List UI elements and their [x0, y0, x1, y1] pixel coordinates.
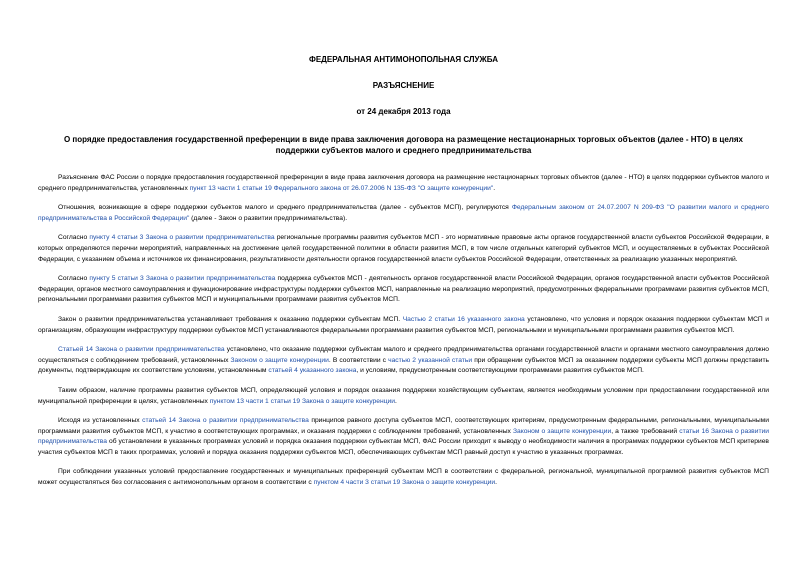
paragraph-text: Согласно: [58, 275, 90, 283]
paragraph-text: Отношения, возникающие в сфере поддержки субъектов малого и среднего предпринимательства (далее - субъектов МСП), регулируются: [58, 204, 512, 212]
law-link[interactable]: пунктом 4 части 3 статьи 19 Закона о защите конкуренции: [313, 479, 496, 487]
law-link[interactable]: статьей 4 указанного закона: [268, 367, 357, 375]
document-title: О порядке предоставления государственной преференции в виде права заключения договора на размещение нестационарных торговых объектов (далее - НТО) в целях поддержки субъектов малого и среднего предпринимательства: [63, 135, 743, 155]
paragraph-1: [38, 173, 769, 194]
law-link[interactable]: Законом о защите конкуренции: [230, 356, 329, 364]
law-link[interactable]: пунктом 13 части 1 статьи 19 Закона о защите конкуренции: [209, 397, 395, 405]
document-date: от 24 декабря 2013 года: [356, 107, 451, 116]
paragraph-text: установлено, что оказание поддержки субъектам малого и среднего предпринимательства органами государственной власти и органами местного самоуправления должно осуществляться с соблюдением требований, установленных: [38, 346, 769, 364]
paragraph-text: Согласно: [58, 234, 90, 242]
paragraph-text: , а также требований: [611, 427, 680, 435]
paragraph-text: об установлении в указанных программах условий и порядка оказания поддержки субъектам МСП, ФАС России приходит к выводу о необходимости наличия в программах поддержки субъектов МСП критериев участия субъектов МСП в таких программах, условий и порядка оказания поддержки субъектов МСП, обеспечивающих субъектам МСП равный доступ к участию в указанных программах.: [38, 438, 769, 456]
law-link[interactable]: статьи 16 Закона о развитии предпринимательства: [38, 427, 769, 446]
paragraph-5: [38, 315, 769, 336]
paragraph-text: Таким образом, наличие программы развития субъектов МСП, определяющей условия и порядок оказания поддержки хозяйствующим субъектам, является необходимым условием при предоставлении государственной или муниципальной преференции в целях, установленных: [38, 386, 769, 405]
paragraph-text: принципов равного доступа субъектов МСП, соответствующих критериям, предусмотренным федеральными, региональными, муниципальными программами развития субъектов МСП, к участию в соответствующих программах, и оказания поддержки с соблюдением требований, установленных: [38, 417, 769, 435]
paragraph-text: Разъяснение ФАС России о порядке предоставления государственной преференции в виде права заключения договора на размещение нестационарных торговых объектов (далее - НТО) в целях поддержки субъектов малого и среднего предпринимательства, установленных: [38, 174, 769, 192]
law-link[interactable]: частью 2 указанной статьи: [388, 356, 473, 364]
law-link[interactable]: пункт 13 части 1 статьи 19 Федерального закона от 26.07.2006 N 135-ФЗ "О защите конкуренции": [189, 184, 494, 192]
paragraph-4: [38, 274, 769, 306]
law-link[interactable]: Законом о защите конкуренции: [512, 427, 612, 435]
paragraph-text: .: [493, 184, 496, 192]
law-link[interactable]: Частью 2 статьи 16 указанного закона: [402, 315, 525, 323]
paragraph-text: при обращении субъектов МСП за оказанием поддержки субъекты МСП должны представить документы, подтверждающие их соответствие условиям, установленным: [38, 356, 769, 375]
paragraph-text: установлено, что условия и порядок оказания поддержки субъектам МСП и организациям, образующим инфраструктуру поддержки субъектов МСП устанавливаются федеральными программами развития субъектов МСП, региональными и муниципальными программами развития субъектов МСП.: [38, 315, 769, 334]
document-body: [38, 173, 769, 489]
paragraph-9: [38, 467, 769, 488]
paragraph-text: При соблюдении указанных условий предоставление государственных и муниципальных преференций субъектам МСП в соответствии с федеральной, региональной, муниципальной программой развития субъектов МСП может осуществляться без согласования с антимонопольным органом в соответствии с: [38, 468, 769, 487]
law-link[interactable]: Федеральным законом от 24.07.2007 N 209-ФЗ "О развитии малого и среднего предпринимательства в Российской Федерации": [38, 204, 769, 222]
paragraph-text: .: [495, 479, 497, 487]
agency-name: ФЕДЕРАЛЬНАЯ АНТИМОНОПОЛЬНАЯ СЛУЖБА: [309, 55, 498, 64]
law-link[interactable]: пункту 4 статьи 3 Закона о развитии предпринимательства: [89, 234, 275, 242]
paragraph-text: , и условиям, предусмотренным соответствующими программами развития субъектов МСП.: [356, 367, 644, 375]
paragraph-text: (далее - Закон о развитии предпринимательства).: [189, 214, 348, 222]
document-header: [38, 54, 769, 156]
paragraph-text: .: [395, 397, 397, 405]
paragraph-6: [38, 345, 769, 377]
paragraph-text: поддержка субъектов МСП - деятельность органов государственной власти Российской Федерации, органов государственной власти субъектов Российской Федерации, органов местного самоуправления и функционирование инфраструктуры поддержки субъектов МСП, направленные на реализацию мероприятий, предусмотренных федеральными программами развития субъектов МСП, региональными программами развития субъектов МСП и муниципальными программами развития субъектов МСП.: [38, 275, 769, 304]
law-link[interactable]: пункту 5 статьи 3 Закона о развитии предпринимательства: [89, 275, 276, 283]
paragraph-2: [38, 203, 769, 224]
law-link[interactable]: статьей 14 Закона о развитии предпринимательства: [142, 417, 309, 425]
law-link[interactable]: Статьей 14 Закона о развитии предпринимательства: [58, 346, 225, 354]
paragraph-8: [38, 416, 769, 458]
paragraph-7: [38, 386, 769, 407]
paragraph-text: . В соответствии с: [328, 356, 389, 364]
paragraph-3: [38, 233, 769, 265]
paragraph-text: Закон о развитии предпринимательства устанавливает требования к оказанию поддержки субъектам МСП.: [58, 315, 403, 323]
paragraph-text: Исходя из установленных: [58, 417, 143, 425]
paragraph-text: региональные программы развития субъектов МСП - это нормативные правовые акты органов государственной власти субъектов Российской Федерации, в которых определяются перечни мероприятий, направленных на достижение целей государственной политики в области развития МСП, в том числе отдельных категорий субъектов МСП, и осуществляемых в субъектах Российской Федерации, с указанием объема и источников их финансирования, результативности деятельности органов государственной власти субъектов Российской Федерации, ответственных за реализацию указанных мероприятий.: [38, 234, 770, 263]
document-type: РАЗЪЯСНЕНИЕ: [372, 81, 435, 90]
